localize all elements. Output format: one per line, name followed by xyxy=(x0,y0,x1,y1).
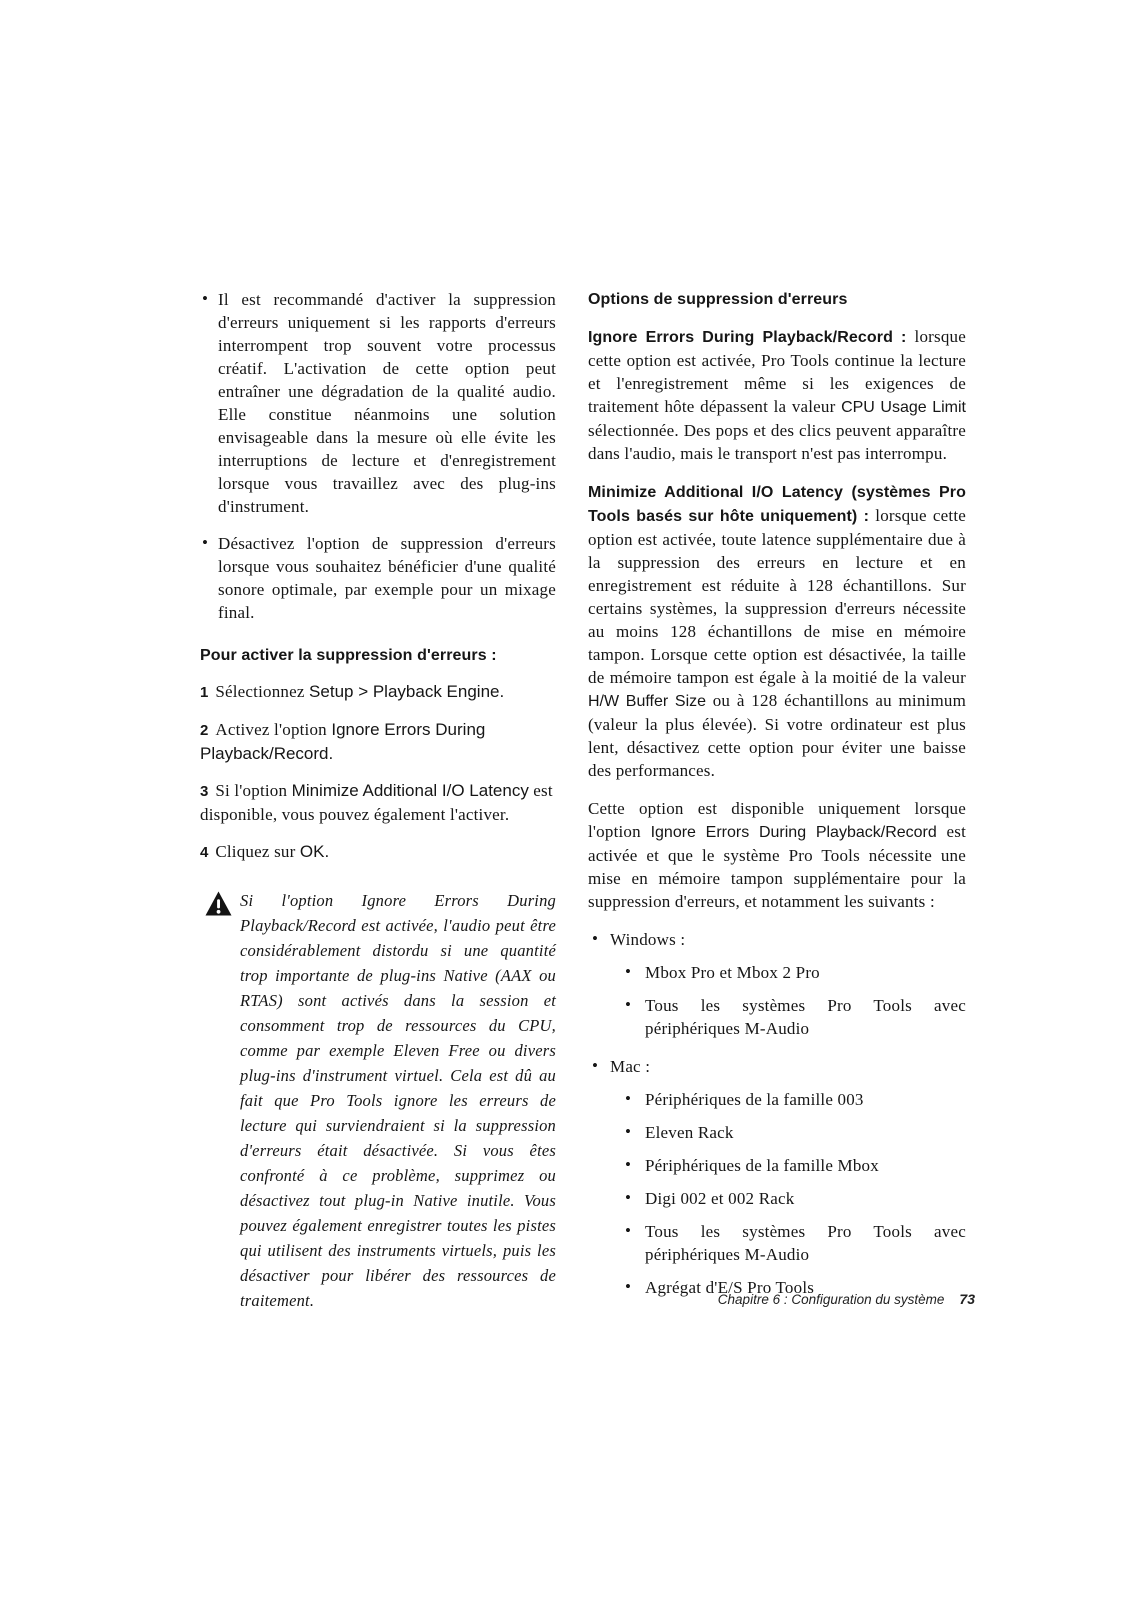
warning-icon xyxy=(205,891,232,923)
list-item xyxy=(588,994,966,1040)
list-item-text: Périphériques de la famille 003 xyxy=(645,1090,864,1109)
list-item-text: Eleven Rack xyxy=(645,1123,734,1142)
list-item-text: Tous les systèmes Pro Tools avec périphériques M-Audio xyxy=(645,1222,966,1264)
procedure-step xyxy=(200,840,556,864)
paragraph-text: Désactivez l'option de suppression d'erreurs lorsque vous souhaitez bénéficier d'une qualité sonore optimale, par exemple pour un mixage final. xyxy=(218,534,556,622)
warning-text: Si l'option Ignore Errors During Playback/Record est activée, l'audio peut être considérablement distordu si une quantité trop importante de plug-ins Native (AAX ou RTAS) sont activés dans la session et consomment trop de ressources du CPU, comme par exemple Eleven Free ou divers plug-ins d'instrument virtuel. Cela est dû au fait que Pro Tools ignore les erreurs de lecture qui surviendraient si la suppression d'erreurs était désactivée. Si vous êtes confronté à ce problème, supprimez ou désactivez tout plug-in Native inutile. Vous pouvez également enregistrer toutes les pistes qui utilisent des instruments virtuels, puis les désactiver pour libérer des ressources de traitement. xyxy=(240,891,556,1310)
list-item xyxy=(588,1220,966,1266)
option-name-bold: Ignore Errors During Playback/Record : xyxy=(588,329,915,346)
bullet-marker: • xyxy=(625,1188,632,1207)
procedure-step xyxy=(200,779,556,826)
list-item xyxy=(200,288,556,518)
paragraph xyxy=(588,480,966,782)
page-number: 73 xyxy=(959,1291,975,1307)
list-item-text: Digi 002 et 002 Rack xyxy=(645,1189,795,1208)
warning-note xyxy=(200,888,556,1313)
list-item xyxy=(588,1121,966,1144)
ui-term: CPU Usage Limit xyxy=(841,399,967,416)
bullet-marker: • xyxy=(625,962,632,981)
procedure-heading: Pour activer la suppression d'erreurs : xyxy=(200,647,497,664)
bullet-marker: • xyxy=(625,1155,632,1174)
bullet-marker: • xyxy=(625,1089,632,1108)
platform-group-windows xyxy=(588,928,966,1040)
list-item-text: Tous les systèmes Pro Tools avec périphériques M-Audio xyxy=(645,996,966,1038)
paragraph-text: sélectionnée. Des pops et des clics peuvent apparaître dans l'audio, mais le transport n'est pas interrompu. xyxy=(588,421,966,463)
group-label-text: Mac : xyxy=(610,1057,651,1076)
list-item xyxy=(588,1154,966,1177)
bullet-marker: • xyxy=(625,1277,632,1296)
right-column xyxy=(588,288,966,1299)
list-item-text: Périphériques de la famille Mbox xyxy=(645,1156,879,1175)
step-command: Setup > Playback Engine. xyxy=(309,682,505,701)
step-text: Si l'option xyxy=(215,781,292,800)
bullet-marker: • xyxy=(592,929,599,948)
step-text: Cliquez sur xyxy=(215,842,300,861)
procedure-step xyxy=(200,680,556,704)
step-command: OK. xyxy=(299,842,330,861)
paragraph-text: Il est recommandé d'activer la suppression d'erreurs uniquement si les rapports d'erreurs interrompent trop souvent votre processus créatif. L'activation de cette option peut entraîner une dégradation de la qualité audio. Elle constitue néanmoins une solution envisageable dans la mesure où elle évite les interruptions de lecture et d'enregistrement lorsque vous travaillez avec des plug-ins d'instrument. xyxy=(218,290,556,516)
page-footer xyxy=(718,1291,975,1307)
step-number: 1 xyxy=(200,684,209,701)
section-heading: Options de suppression d'erreurs xyxy=(588,291,848,308)
step-command: Minimize Additional I/O Latency xyxy=(291,781,529,800)
paragraph-text: Cette option est disponible uniquement lorsque l'option xyxy=(588,799,966,841)
bullet-marker: • xyxy=(592,1056,599,1075)
step-number: 4 xyxy=(200,844,209,861)
paragraph-text: est activée et que le système Pro Tools nécessite une mise en mémoire tampon supplémentaire pour la suppression d'erreurs, et notamment les suivants : xyxy=(588,822,966,911)
paragraph-text: lorsque cette option est activée, toute latence supplémentaire due à la suppression des erreurs en lecture et en enregistrement est réduite à 128 échantillons. Sur certains systèmes, la suppression d'erreurs nécessite au moins 128 échantillons de mise en mémoire tampon. Lorsque cette option est désactivée, la taille de mémoire tampon est égale à la moitié de la valeur xyxy=(588,506,966,687)
option-name-bold: Minimize Additional I/O Latency (systèmes Pro Tools basés sur hôte uniquement) : xyxy=(588,484,966,525)
list-item-text: Agrégat d'E/S Pro Tools xyxy=(645,1278,815,1297)
step-number: 3 xyxy=(200,783,209,800)
step-text: Activez l'option xyxy=(215,720,332,739)
step-command: Ignore Errors During Playback/Record. xyxy=(200,720,486,763)
bullet-marker: • xyxy=(202,533,209,552)
bullet-marker: • xyxy=(625,1122,632,1141)
bullet-marker: • xyxy=(625,995,632,1014)
list-item xyxy=(200,532,556,624)
list-item xyxy=(588,1187,966,1210)
bullet-marker: • xyxy=(202,289,209,308)
paragraph xyxy=(588,797,966,913)
list-item xyxy=(588,1088,966,1111)
bullet-marker: • xyxy=(625,1221,632,1240)
platform-group-mac xyxy=(588,1055,966,1299)
paragraph xyxy=(588,325,966,465)
list-item-text: Mbox Pro et Mbox 2 Pro xyxy=(645,963,820,982)
ui-term: H/W Buffer Size xyxy=(588,693,707,710)
left-column xyxy=(200,288,556,1313)
group-label-text: Windows : xyxy=(610,930,686,949)
paragraph-text: ou à 128 échantillons au minimum (valeur la plus élevée). Si votre ordinateur est plus lent, désactivez cette option pour éviter une baisse des performances. xyxy=(588,691,967,780)
list-item xyxy=(588,1055,966,1078)
step-text: Sélectionnez xyxy=(215,682,310,701)
list-item xyxy=(588,961,966,984)
procedure-step xyxy=(200,718,556,765)
step-text: est disponible, vous pouvez également l'activer. xyxy=(200,781,553,824)
paragraph-text: lorsque cette option est activée, Pro Tools continue la lecture et l'enregistrement même si les exigences de traitement hôte dépassent la valeur xyxy=(588,327,966,416)
footer-chapter-label: Chapitre 6 : Configuration du système xyxy=(717,1292,945,1307)
step-number: 2 xyxy=(200,722,209,739)
ui-term: Ignore Errors During Playback/Record xyxy=(650,824,937,841)
list-item xyxy=(588,928,966,951)
